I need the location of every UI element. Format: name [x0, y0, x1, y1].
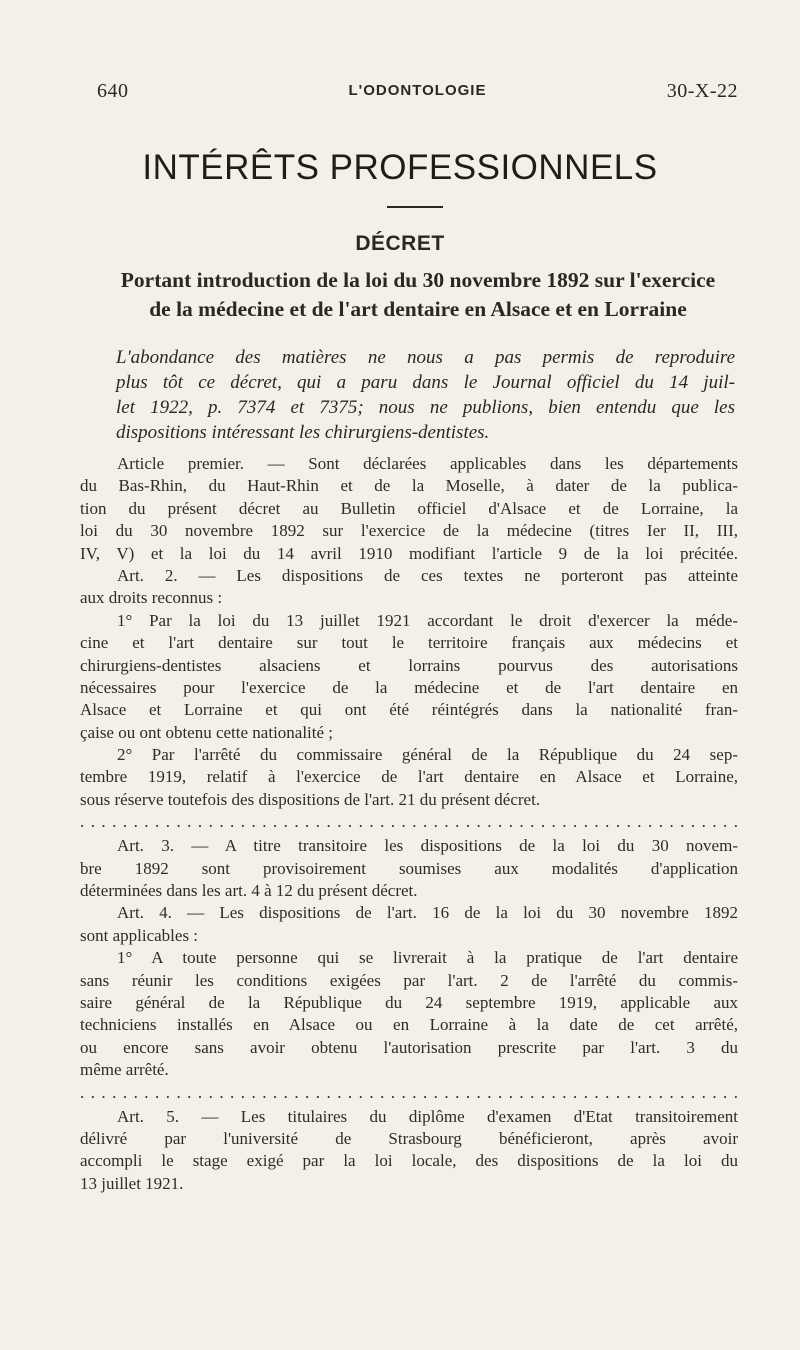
issue-date: 30-X-22	[666, 80, 738, 102]
body-line: sont applicables :	[80, 925, 199, 945]
body-line: aux droits reconnus :	[80, 588, 223, 608]
body-line: nécessaires pour l'exercice de la médecine et de l'art dentaire en	[80, 677, 738, 697]
body-line: techniciens installés en Alsace ou en Lorraine à la date de cet arrêté,	[80, 1015, 738, 1035]
note-line: dispositions intéressant les chirurgiens-dentistes.	[116, 422, 490, 443]
body-line: même arrêté.	[80, 1060, 169, 1080]
body-line: çaise ou ont obtenu cette nationalité ;	[80, 722, 334, 742]
body-line: IV, V) et la loi du 14 avril 1910 modifiant l'article 9 de la loi précitée.	[80, 543, 738, 563]
body-line: Art. 3. — A titre transitoire les dispositions de la loi du 30 novem-	[117, 836, 738, 856]
decree-subtitle	[88, 266, 748, 324]
subtitle-line: de la médecine et de l'art dentaire en Alsace et en Lorraine	[149, 297, 687, 321]
body-line: chirurgiens-dentistes alsaciens et lorrains pourvus des autorisations	[80, 655, 738, 675]
body-line: ou encore sans avoir obtenu l'autorisation prescrite par l'art. 3 du	[80, 1037, 738, 1057]
body-line: Art. 5. — Les titulaires du diplôme d'examen d'Etat transitoirement	[117, 1106, 738, 1126]
body-line: 2° Par l'arrêté du commissaire général de la République du 24 sep-	[117, 745, 738, 765]
body-line: 1° Par la loi du 13 juillet 1921 accordant le droit d'exercer la méde-	[117, 610, 738, 630]
body-line: Art. 4. — Les dispositions de l'art. 16 de la loi du 30 novembre 1892	[117, 903, 738, 923]
body-line: saire général de la République du 24 septembre 1919, applicable aux	[80, 992, 738, 1012]
body-line: sans réunir les conditions exigées par l'art. 2 de l'arrêté du commis-	[80, 970, 738, 990]
body-line: accompli le stage exigé par la loi locale, des dispositions de la loi du	[80, 1151, 738, 1171]
decree-body	[80, 453, 738, 1195]
section-title: INTÉRÊTS PROFESSIONNELS	[142, 148, 658, 187]
subtitle-line: Portant introduction de la loi du 30 novembre 1892 sur l'exercice	[120, 268, 716, 292]
body-line: Alsace et Lorraine et qui ont été réintégrés dans la nationalité fran-	[80, 700, 738, 720]
body-line: du Bas-Rhin, du Haut-Rhin et de la Moselle, à dater de la publica-	[80, 476, 738, 496]
body-line: déterminées dans les art. 4 à 12 du présent décret.	[80, 881, 418, 901]
body-line: loi du 30 novembre 1892 sur l'exercice de la médecine (titres Ier II, III,	[80, 521, 738, 541]
body-line: 13 juillet 1921.	[80, 1173, 184, 1193]
body-line: Art. 2. — Les dispositions de ces textes ne porteront pas atteinte	[117, 565, 738, 585]
body-line: Article premier. — Sont déclarées applicables dans les départements	[117, 454, 738, 473]
ellipsis-separator: . . . . . . . . . . . . . . . . . . . . . . . . . . . . . . . . . . . . . . . . . . . . . . . . . . . . . . . . . . . . . .	[80, 812, 738, 832]
body-line: 1° A toute personne qui se livrerait à la pratique de l'art dentaire	[117, 948, 738, 968]
note-line: let 1922, p. 7374 et 7375; nous ne publions, bien entendu que les	[116, 397, 735, 418]
decree-heading: DÉCRET	[355, 232, 445, 255]
title-rule	[387, 206, 443, 208]
page-number: 640	[97, 80, 129, 102]
note-line: plus tôt ce décret, qui a paru dans le Journal officiel du 14 juil-	[116, 372, 735, 393]
ellipsis-separator: . . . . . . . . . . . . . . . . . . . . . . . . . . . . . . . . . . . . . . . . . . . . . . . . . . . . . . . . . . . . . .	[80, 1082, 738, 1102]
body-line: délivré par l'université de Strasbourg bénéficieront, après avoir	[80, 1128, 738, 1148]
note-line: L'abondance des matières ne nous a pas permis de reproduire	[116, 347, 735, 368]
body-line: tembre 1919, relatif à l'exercice de l'art dentaire en Alsace et Lorraine,	[80, 767, 738, 787]
running-header	[97, 80, 738, 104]
body-line: bre 1892 sont provisoirement soumises aux modalités d'application	[80, 858, 738, 878]
body-line: cine et l'art dentaire sur tout le territoire français aux médecins et	[80, 633, 738, 653]
body-line: sous réserve toutefois des dispositions de l'art. 21 du présent décret.	[80, 789, 541, 809]
body-line: tion du présent décret au Bulletin officiel d'Alsace et de Lorraine, la	[80, 498, 738, 518]
journal-name: L'ODONTOLOGIE	[348, 82, 487, 99]
editor-note	[116, 345, 735, 445]
